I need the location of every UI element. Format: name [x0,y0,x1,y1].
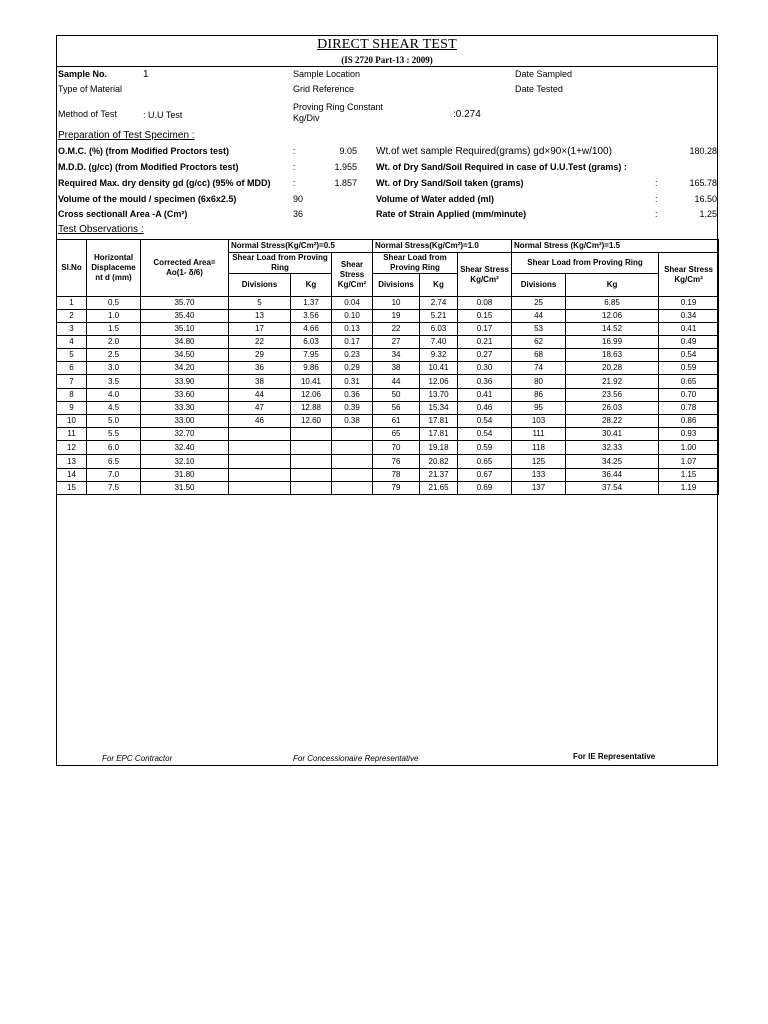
cell-shear-stress-1 [332,455,373,469]
cell-corrected-area: 35.40 [141,310,229,323]
cell-corrected-area: 32.40 [141,441,229,455]
cell-kg-3: 23.56 [566,389,659,402]
header-normal-stress-1: Normal Stress(Kg/Cm²)=0.5 [229,240,373,253]
header-divisions-3: Divisions [512,274,566,297]
cell-slno: 2 [57,310,87,323]
header-normal-stress-3: Normal Stress (Kg/Cm²)=1.5 [512,240,719,253]
cell-shear-stress-1: 0.38 [332,415,373,428]
header-shear-load-1: Shear Load from Proving Ring [229,253,332,274]
cell-shear-stress-3: 0.54 [659,349,719,362]
cell-shear-stress-1: 0.17 [332,336,373,349]
cell-displacement: 1.0 [87,310,141,323]
ie-signature-label: For IE Representative [573,752,656,761]
cell-divisions-2: 22 [373,323,420,336]
cell-slno: 14 [57,469,87,482]
cell-shear-stress-2: 0.08 [458,297,512,310]
cell-displacement: 6.0 [87,441,141,455]
cell-shear-stress-1: 0.23 [332,349,373,362]
header-kg-2: Kg [420,274,458,297]
cell-divisions-1: 17 [229,323,291,336]
cell-displacement: 4.0 [87,389,141,402]
cell-shear-stress-3: 0.65 [659,375,719,389]
cell-slno: 3 [57,323,87,336]
table-row [57,336,719,349]
prep-right-colon: : [655,194,658,204]
header-slno: Sl.No [57,240,87,297]
cell-kg-1: 3.56 [291,310,332,323]
cell-kg-3: 21.92 [566,375,659,389]
cell-divisions-1: 36 [229,362,291,375]
prep-value: 1.857 [334,178,357,188]
cell-kg-2: 10.41 [420,362,458,375]
cell-shear-stress-1: 0.29 [332,362,373,375]
cell-shear-stress-2: 0.36 [458,375,512,389]
cell-divisions-1: 46 [229,415,291,428]
cell-kg-1 [291,482,332,495]
cell-shear-stress-2: 0.41 [458,389,512,402]
cell-shear-stress-2: 0.46 [458,402,512,415]
cell-kg-1 [291,428,332,441]
table-row [57,389,719,402]
cell-shear-stress-2: 0.21 [458,336,512,349]
cell-displacement: 4.5 [87,402,141,415]
concessionaire-signature-label: For Concessionaire Representative [293,754,419,763]
cell-shear-stress-1: 0.04 [332,297,373,310]
table-row [57,441,719,455]
cell-shear-stress-1: 0.36 [332,389,373,402]
cell-displacement: 3.5 [87,375,141,389]
cell-corrected-area: 34.50 [141,349,229,362]
date-tested-label: Date Tested [515,84,563,94]
cell-divisions-1 [229,482,291,495]
cell-shear-stress-1: 0.31 [332,375,373,389]
cell-divisions-1: 47 [229,402,291,415]
cell-shear-stress-2: 0.69 [458,482,512,495]
cell-divisions-2: 79 [373,482,420,495]
prep-right-colon: : [655,178,658,188]
cell-corrected-area: 33.60 [141,389,229,402]
prep-right-label: Wt. of Dry Sand/Soil Required in case of U.U.Test (grams) : [376,162,627,172]
cell-kg-3: 12.06 [566,310,659,323]
cell-kg-1: 1.37 [291,297,332,310]
cell-shear-stress-3: 0.78 [659,402,719,415]
cell-divisions-3: 68 [512,349,566,362]
cell-shear-stress-1: 0.39 [332,402,373,415]
prep-colon: : [293,146,296,156]
cell-corrected-area: 31.80 [141,469,229,482]
cell-divisions-2: 44 [373,375,420,389]
cell-shear-stress-1 [332,441,373,455]
cell-divisions-3: 86 [512,389,566,402]
cell-kg-3: 6.85 [566,297,659,310]
table-row [57,455,719,469]
cell-displacement: 3.0 [87,362,141,375]
cell-divisions-2: 76 [373,455,420,469]
prep-label: Volume of the mould / specimen (6x6x2.5) [58,194,237,204]
cell-shear-stress-1 [332,482,373,495]
cell-divisions-3: 95 [512,402,566,415]
page-title: DIRECT SHEAR TEST [317,37,457,52]
test-sheet [56,35,718,766]
cell-divisions-2: 61 [373,415,420,428]
cell-slno: 10 [57,415,87,428]
cell-kg-2: 17.81 [420,415,458,428]
cell-divisions-3: 25 [512,297,566,310]
cell-shear-stress-3: 0.19 [659,297,719,310]
prep-right-label: Wt.of wet sample Required(grams) gd×90×(1+w/100) [376,146,612,157]
prep-label: Required Max. dry density gd (g/cc) (95% of MDD) [58,178,271,188]
cell-divisions-1: 38 [229,375,291,389]
cell-shear-stress-2: 0.54 [458,415,512,428]
epc-signature-label: For EPC Contractor [102,754,173,763]
cell-displacement: 6.5 [87,455,141,469]
cell-kg-2: 12.06 [420,375,458,389]
cell-divisions-3: 133 [512,469,566,482]
prep-heading: Preparation of Test Specimen : [58,130,195,141]
cell-divisions-1 [229,441,291,455]
cell-slno: 12 [57,441,87,455]
title-divider [57,66,717,67]
cell-divisions-2: 19 [373,310,420,323]
cell-shear-stress-2: 0.67 [458,469,512,482]
table-row [57,428,719,441]
cell-kg-2: 17.81 [420,428,458,441]
cell-slno: 1 [57,297,87,310]
observations-table [56,239,719,495]
cell-shear-stress-2: 0.59 [458,441,512,455]
cell-kg-1: 9.86 [291,362,332,375]
cell-kg-3: 37.54 [566,482,659,495]
cell-kg-1 [291,455,332,469]
header-shear-stress-2: Shear Stress Kg/Cm² [458,253,512,297]
cell-displacement: 7.5 [87,482,141,495]
cell-kg-2: 9.32 [420,349,458,362]
table-row [57,402,719,415]
cell-divisions-1 [229,428,291,441]
cell-kg-2: 15.34 [420,402,458,415]
cell-kg-3: 28.22 [566,415,659,428]
header-displacement: Horizontal Displaceme nt d (mm) [87,240,141,297]
cell-kg-1: 12.88 [291,402,332,415]
cell-slno: 11 [57,428,87,441]
cell-divisions-2: 38 [373,362,420,375]
cell-divisions-2: 50 [373,389,420,402]
cell-shear-stress-1: 0.13 [332,323,373,336]
cell-divisions-2: 65 [373,428,420,441]
cell-kg-2: 20.82 [420,455,458,469]
cell-divisions-3: 125 [512,455,566,469]
cell-kg-3: 16.99 [566,336,659,349]
cell-slno: 8 [57,389,87,402]
cell-divisions-3: 137 [512,482,566,495]
table-row [57,469,719,482]
cell-shear-stress-2: 0.65 [458,455,512,469]
cell-kg-1 [291,469,332,482]
cell-kg-2: 7.40 [420,336,458,349]
header-shear-stress-3: Shear Stress Kg/Cm² [659,253,719,297]
cell-slno: 13 [57,455,87,469]
cell-corrected-area: 31.50 [141,482,229,495]
cell-slno: 6 [57,362,87,375]
cell-divisions-2: 34 [373,349,420,362]
cell-divisions-3: 62 [512,336,566,349]
header-corrected-area: Corrected Area= Ao(1- δ/6) [141,240,229,297]
cell-divisions-2: 10 [373,297,420,310]
prep-colon: : [293,178,296,188]
header-kg-1: Kg [291,274,332,297]
prep-right-value: 180.28 [689,146,717,156]
cell-divisions-1 [229,455,291,469]
cell-kg-2: 21.65 [420,482,458,495]
cell-shear-stress-3: 1.15 [659,469,719,482]
prep-label: Cross sectionall Area -A (Cm²) [58,209,188,219]
header-normal-stress-2: Normal Stress(Kg/Cm²)=1.0 [373,240,512,253]
cell-divisions-3: 44 [512,310,566,323]
cell-shear-stress-3: 0.49 [659,336,719,349]
standard-reference: (IS 2720 Part-13 : 2009) [341,55,433,65]
observations-heading: Test Observations : [58,224,144,235]
prep-value: 1.955 [334,162,357,172]
prep-right-value: 1.25 [699,209,717,219]
cell-shear-stress-2: 0.15 [458,310,512,323]
cell-shear-stress-3: 0.34 [659,310,719,323]
cell-shear-stress-3: 0.86 [659,415,719,428]
grid-reference-label: Grid Reference [293,84,355,94]
cell-displacement: 7.0 [87,469,141,482]
header-kg-3: Kg [566,274,659,297]
prep-colon: : [293,162,296,172]
cell-corrected-area: 33.30 [141,402,229,415]
cell-displacement: 5.5 [87,428,141,441]
header-shear-stress-1: Shear Stress Kg/Cm² [332,253,373,297]
cell-displacement: 1.5 [87,323,141,336]
cell-shear-stress-3: 1.19 [659,482,719,495]
cell-divisions-2: 78 [373,469,420,482]
cell-displacement: 2.0 [87,336,141,349]
cell-divisions-2: 70 [373,441,420,455]
cell-shear-stress-3: 0.59 [659,362,719,375]
cell-slno: 7 [57,375,87,389]
cell-divisions-1 [229,469,291,482]
cell-divisions-2: 27 [373,336,420,349]
table-row [57,323,719,336]
sample-no-label: Sample No. [58,69,108,79]
cell-shear-stress-3: 0.70 [659,389,719,402]
cell-kg-3: 30.41 [566,428,659,441]
sample-no-value: 1 [143,69,149,80]
prep-value: 36 [293,209,304,219]
cell-shear-stress-3: 0.41 [659,323,719,336]
cell-corrected-area: 35.10 [141,323,229,336]
table-row [57,362,719,375]
cell-corrected-area: 34.80 [141,336,229,349]
header-divisions-1: Divisions [229,274,291,297]
table-row [57,310,719,323]
cell-displacement: 5.0 [87,415,141,428]
cell-displacement: 0.5 [87,297,141,310]
prep-value: 90 [293,194,304,204]
cell-shear-stress-3: 0.93 [659,428,719,441]
prep-right-label: Wt. of Dry Sand/Soil taken (grams) [376,178,524,188]
cell-corrected-area: 35.70 [141,297,229,310]
cell-kg-2: 6.03 [420,323,458,336]
cell-kg-1: 10.41 [291,375,332,389]
cell-kg-3: 18.63 [566,349,659,362]
table-row [57,375,719,389]
cell-kg-1: 6.03 [291,336,332,349]
cell-shear-stress-1: 0.10 [332,310,373,323]
table-row [57,482,719,495]
cell-corrected-area: 32.10 [141,455,229,469]
cell-divisions-3: 103 [512,415,566,428]
cell-kg-3: 34.25 [566,455,659,469]
proving-ring-label: Proving Ring Constant [293,102,384,112]
table-row [57,297,719,310]
cell-divisions-2: 56 [373,402,420,415]
cell-divisions-1: 44 [229,389,291,402]
cell-kg-3: 20.28 [566,362,659,375]
table-row [57,415,719,428]
cell-shear-stress-2: 0.17 [458,323,512,336]
cell-shear-stress-3: 1.07 [659,455,719,469]
prep-right-colon: : [655,209,658,219]
header-shear-load-2: Shear Load from Proving Ring [373,253,458,274]
cell-corrected-area: 32.70 [141,428,229,441]
cell-corrected-area: 34.20 [141,362,229,375]
cell-slno: 9 [57,402,87,415]
cell-kg-2: 13.70 [420,389,458,402]
header-divisions-2: Divisions [373,274,420,297]
prep-value: 9.05 [339,146,357,156]
date-sampled-label: Date Sampled [515,69,573,79]
cell-kg-2: 5.21 [420,310,458,323]
cell-corrected-area: 33.00 [141,415,229,428]
type-material-label: Type of Material [58,84,123,94]
cell-divisions-3: 80 [512,375,566,389]
cell-slno: 15 [57,482,87,495]
cell-divisions-1: 13 [229,310,291,323]
cell-kg-1: 7.95 [291,349,332,362]
cell-corrected-area: 33.90 [141,375,229,389]
cell-shear-stress-2: 0.30 [458,362,512,375]
cell-kg-1: 12.60 [291,415,332,428]
cell-divisions-3: 74 [512,362,566,375]
cell-divisions-3: 111 [512,428,566,441]
prep-right-label: Rate of Strain Applied (mm/minute) [376,209,527,219]
cell-displacement: 2.5 [87,349,141,362]
cell-divisions-1: 22 [229,336,291,349]
cell-kg-3: 26.03 [566,402,659,415]
cell-shear-stress-1 [332,469,373,482]
cell-divisions-3: 118 [512,441,566,455]
cell-divisions-1: 5 [229,297,291,310]
prep-right-value: 165.78 [689,178,717,188]
cell-kg-3: 36.44 [566,469,659,482]
cell-kg-3: 32.33 [566,441,659,455]
prep-label: O.M.C. (%) (from Modified Proctors test) [58,146,229,156]
prep-right-label: Volume of Water added (ml) [376,194,495,204]
cell-shear-stress-1 [332,428,373,441]
cell-divisions-3: 53 [512,323,566,336]
cell-kg-2: 21.37 [420,469,458,482]
header-shear-load-3: Shear Load from Proving Ring [512,253,659,274]
cell-kg-1 [291,441,332,455]
cell-divisions-1: 29 [229,349,291,362]
sample-location-label: Sample Location [293,69,361,79]
table-row [57,349,719,362]
cell-slno: 4 [57,336,87,349]
cell-kg-3: 14.52 [566,323,659,336]
cell-kg-1: 4.66 [291,323,332,336]
method-value: : U.U Test [143,110,183,120]
cell-kg-2: 19.18 [420,441,458,455]
cell-kg-2: 2.74 [420,297,458,310]
cell-shear-stress-2: 0.27 [458,349,512,362]
cell-slno: 5 [57,349,87,362]
prep-label: M.D.D. (g/cc) (from Modified Proctors test) [58,162,239,172]
proving-ring-unit: Kg/Div [293,113,320,123]
proving-ring-value: :0.274 [453,109,481,120]
cell-shear-stress-2: 0.54 [458,428,512,441]
cell-shear-stress-3: 1.00 [659,441,719,455]
method-label: Method of Test [58,109,117,119]
prep-right-value: 16.50 [694,194,717,204]
cell-kg-1: 12.06 [291,389,332,402]
